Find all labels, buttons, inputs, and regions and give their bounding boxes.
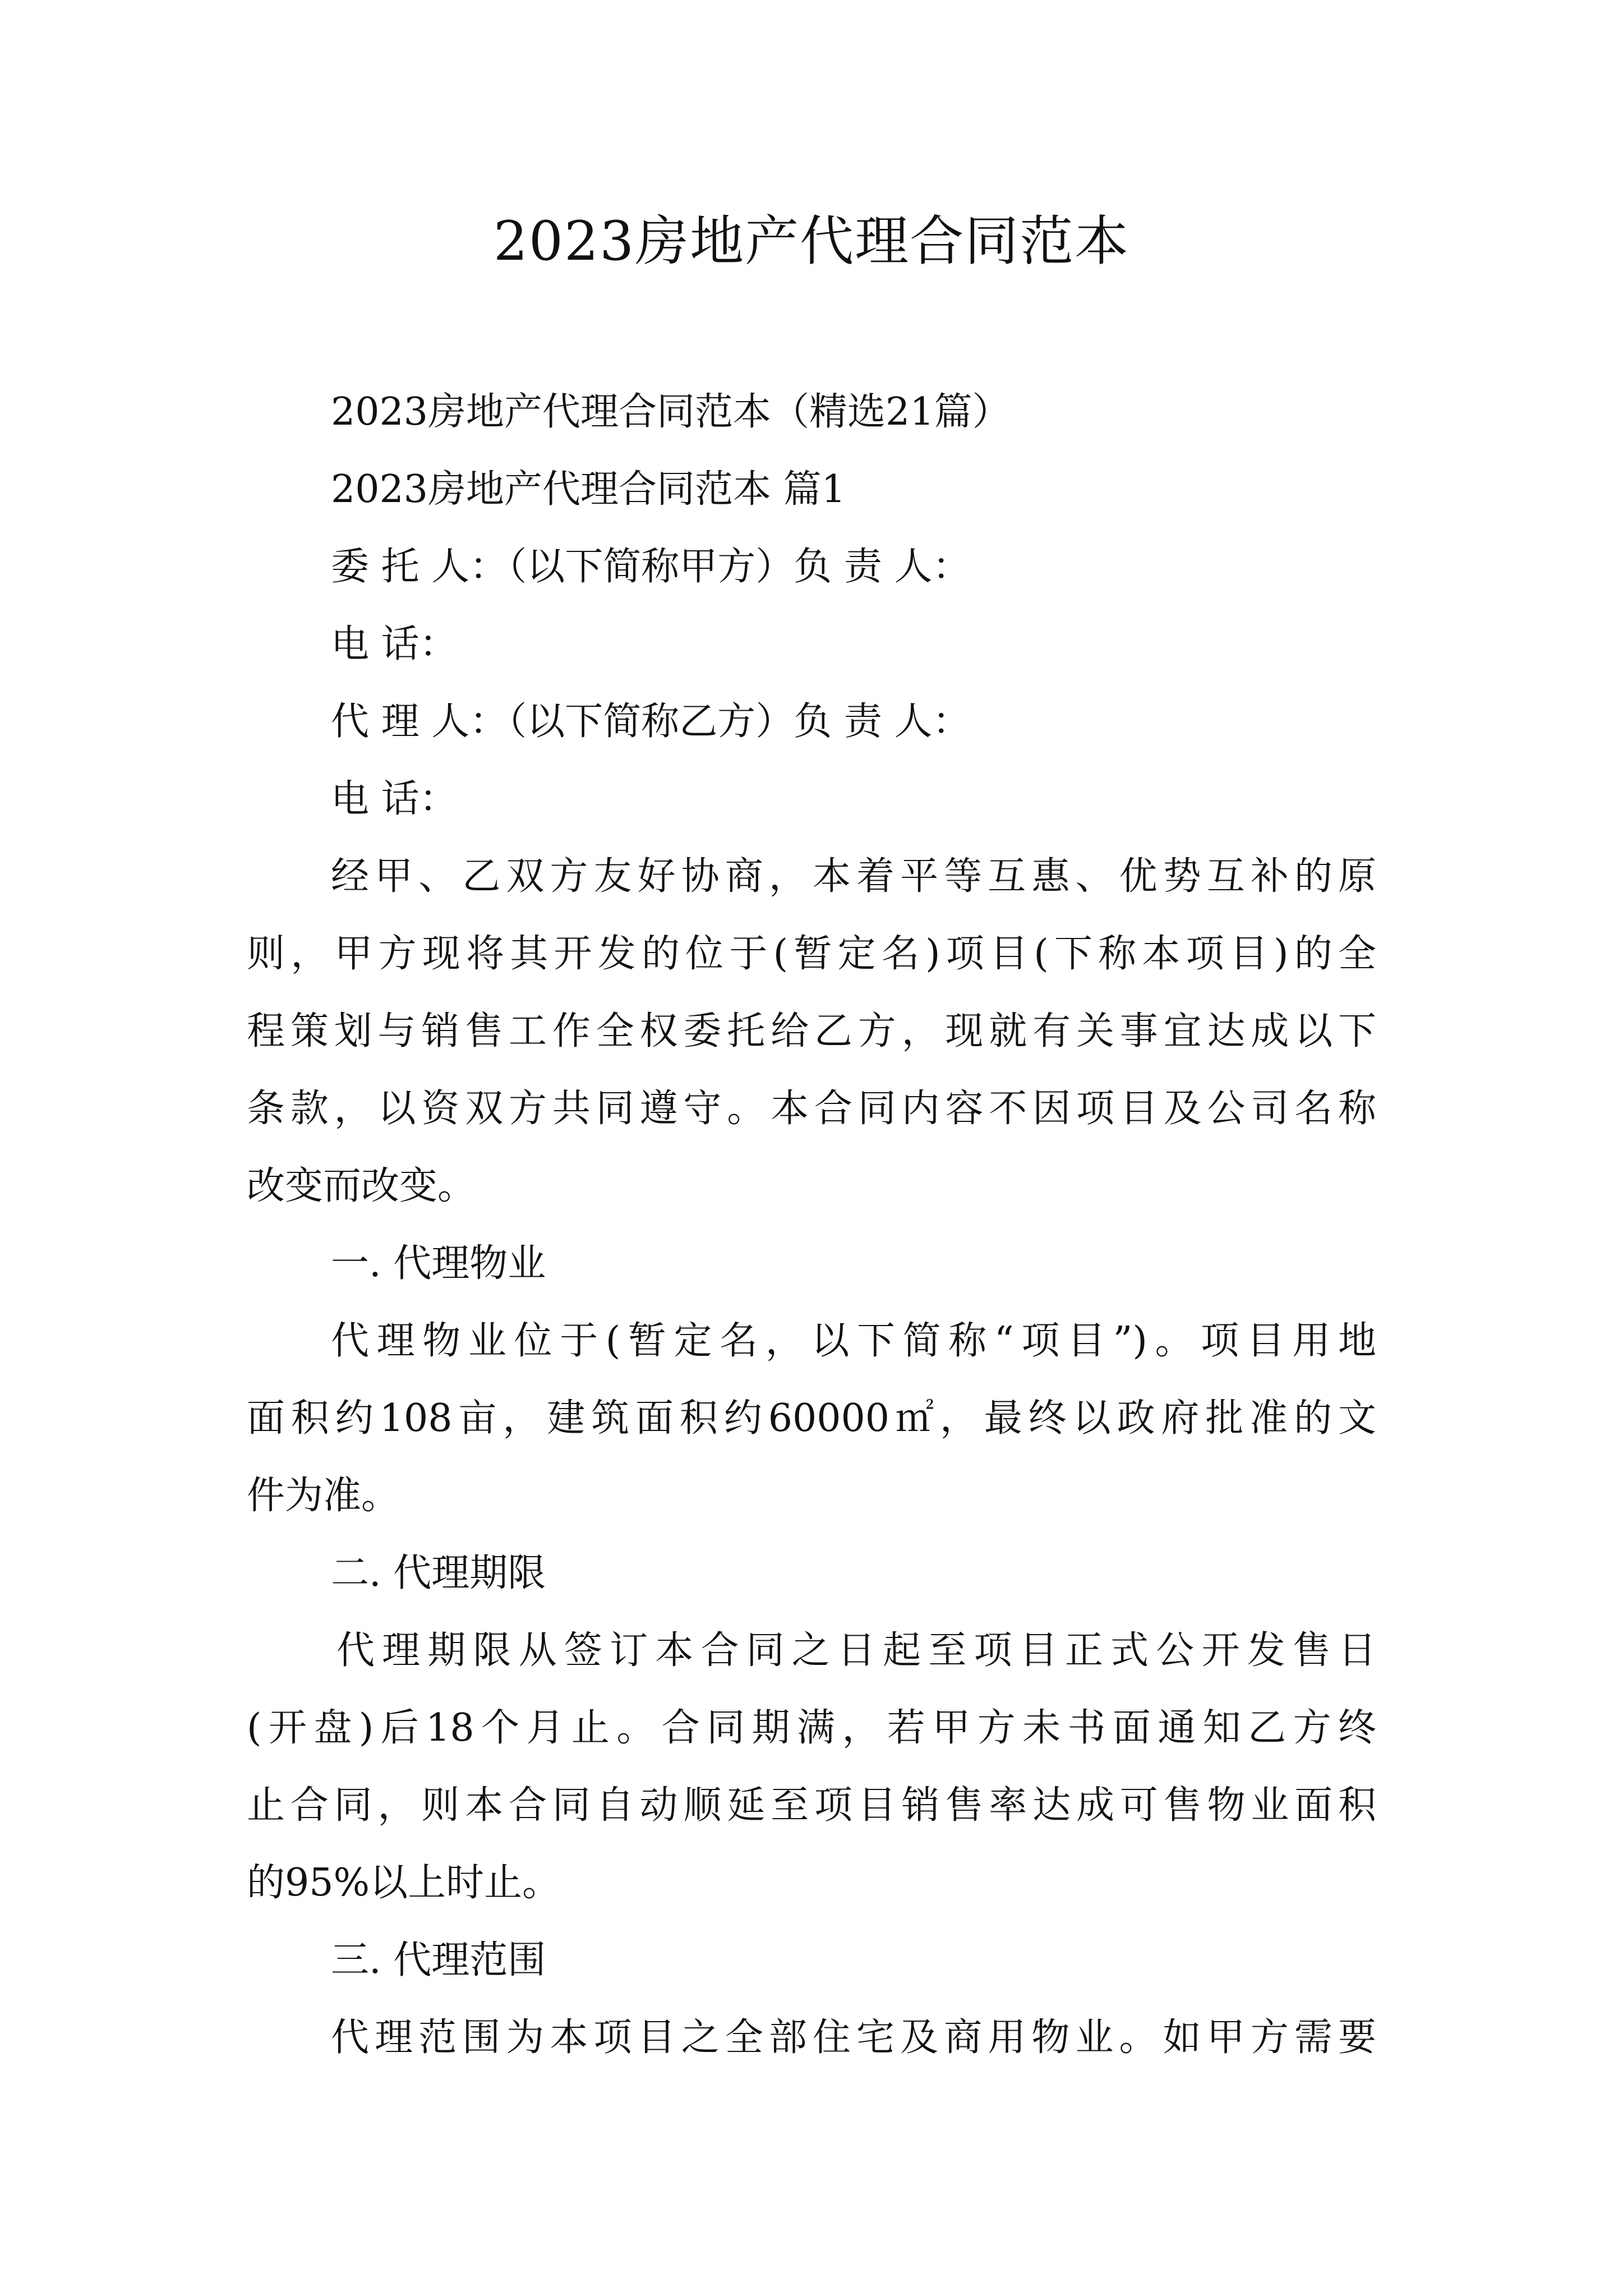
party-a-phone: 电 话： [331, 622, 458, 666]
document-subtitle: 2023房地产代理合同范本（精选21篇） [331, 390, 1011, 434]
intro-line: 则，甲方现将其开发的位于(暂定名)项目(下称本项目)的全 [247, 932, 1376, 976]
intro-line: 条款，以资双方共同遵守。本合同内容不因项目及公司名称 [247, 1087, 1376, 1131]
section-heading: 2023房地产代理合同范本 篇1 [331, 467, 846, 512]
party-b-line: 代 理 人：（以下简称乙方）负 责 人： [331, 700, 971, 744]
intro-line: 经甲、乙双方友好协商，本着平等互惠、优势互补的原 [331, 854, 1376, 899]
clause-line: 件为准。 [247, 1474, 400, 1518]
party-a-line: 委 托 人：（以下简称甲方）负 责 人： [331, 545, 971, 589]
clause-line: (开盘)后18个月止。合同期满，若甲方未书面通知乙方终 [247, 1706, 1376, 1750]
party-b-phone: 电 话： [331, 777, 458, 821]
clause-heading: 二. 代理期限 [331, 1551, 546, 1595]
clause-line: 代理物业位于(暂定名，以下简称“项目”)。项目用地 [331, 1319, 1376, 1363]
clause-line: 止合同，则本合同自动顺延至项目销售率达成可售物业面积 [247, 1783, 1376, 1828]
clause-line: 代理范围为本项目之全部住宅及商用物业。如甲方需要 [331, 2016, 1376, 2060]
intro-line: 改变而改变。 [247, 1164, 476, 1208]
clause-line: 面积约108亩，建筑面积约60000㎡，最终以政府批准的文 [247, 1396, 1376, 1441]
clause-heading: 三. 代理范围 [331, 1938, 546, 1982]
document-title: 2023房地产代理合同范本 [493, 210, 1130, 273]
clause-line: 代理期限从签订本合同之日起至项目正式公开发售日 [336, 1628, 1376, 1673]
intro-line: 程策划与销售工作全权委托给乙方，现就有关事宜达成以下 [247, 1009, 1376, 1053]
clause-heading: 一. 代理物业 [331, 1241, 546, 1286]
clause-line: 的95%以上时止。 [247, 1861, 561, 1905]
